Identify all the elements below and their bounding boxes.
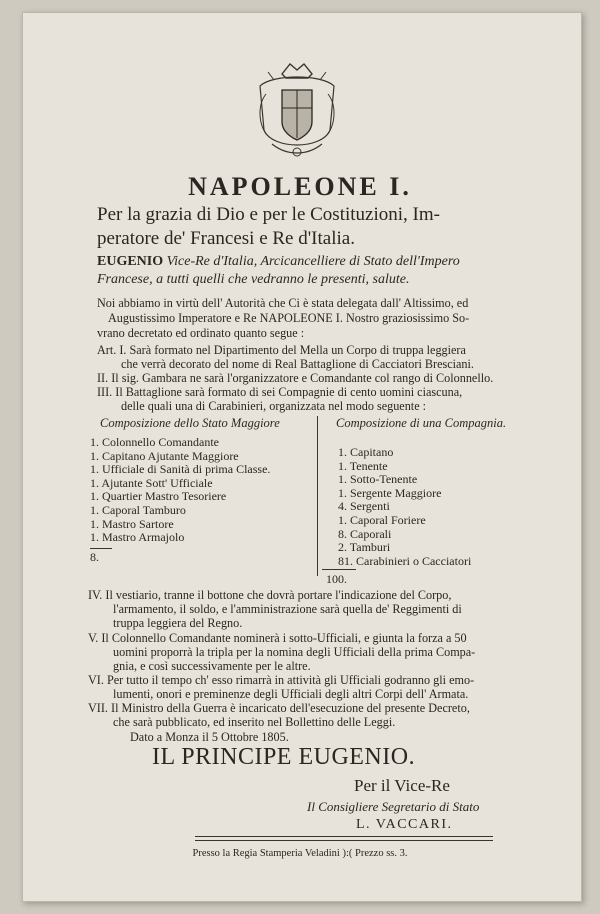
coat-of-arms-emblem: [252, 60, 342, 166]
list-item: 1. Mastro Armajolo: [90, 530, 185, 545]
address-title: Vice-Re d'Italia, Arcicancelliere di Stato dell'Impero: [166, 254, 460, 269]
staff-total: 8.: [90, 550, 99, 564]
company-total-rule: [322, 569, 356, 570]
list-item: 4. Sergenti: [338, 499, 390, 514]
list-item: 2. Tamburi: [338, 540, 391, 555]
company-list: [338, 446, 471, 568]
article-line: II. Il sig. Gambara ne sarà l'organizzatore e Comandante col rango di Colonnello.: [97, 371, 494, 385]
list-item: 1. Tenente: [338, 458, 388, 473]
article-line: gnia, e così successivamente per le altre.: [113, 659, 311, 673]
decree-title: NAPOLEONE I.: [188, 172, 412, 201]
list-item: 81. Carabinieri o Cacciatori: [338, 553, 472, 568]
article-line: che sarà pubblicato, ed inserito nel Bollettino delle Leggi.: [113, 715, 396, 729]
article-line: VII. Il Ministro della Guerra è incaricato dell'esecuzione del presente Decreto,: [88, 701, 470, 715]
article-line: III. Il Battaglione sarà formato di sei Compagnie di cento uomini ciascuna,: [97, 385, 463, 399]
list-item: 1. Sotto-Tenente: [338, 472, 418, 487]
preamble-line: Augustissimo Imperatore e Re NAPOLEONE I. Nostro graziosissimo So-: [108, 311, 470, 325]
printer-imprint: Presso la Regia Stamperia Veladini ):( Prezzo ss. 3.: [192, 848, 408, 859]
company-total: 100.: [326, 572, 347, 586]
article-line: uomini proporrà la tripla per la nomina degli Ufficiali della prima Compa-: [113, 645, 476, 659]
footer-rule: [195, 836, 493, 841]
article-line: l'armamento, il soldo, e l'amministrazione sarà quella de' Reggimenti di: [113, 602, 462, 616]
article-line: IV. Il vestiario, tranne il bottone che dovrà portare l'indicazione del Corpo,: [88, 588, 452, 602]
list-item: 1. Caporal Foriere: [338, 512, 426, 527]
list-item: 1. Ajutante Sott' Ufficiale: [90, 475, 213, 490]
staff-heading: Composizione dello Stato Maggiore: [100, 416, 280, 430]
article-line: che verrà decorato del nome di Real Battaglione di Cacciatori Bresciani.: [121, 357, 474, 371]
list-item: 8. Caporali: [338, 526, 392, 541]
list-item: 1. Ufficiale di Sanità di prima Classe.: [90, 462, 271, 477]
list-item: 1. Mastro Sartore: [90, 516, 174, 531]
article-line: V. Il Colonnello Comandante nominerà i sotto-Ufficiali, e giunta la forza a 50: [88, 631, 467, 645]
address-name: EUGENIO: [97, 254, 164, 269]
list-item: 1. Caporal Tamburo: [90, 502, 186, 517]
column-divider: [317, 416, 318, 576]
article-line: truppa leggiera del Regno.: [113, 616, 243, 630]
preamble-line: vrano decretato ed ordinato quanto segue :: [97, 326, 305, 340]
article-line: delle quali una di Carabinieri, organizzata nel modo seguente :: [121, 399, 427, 413]
staff-list: [90, 436, 270, 545]
list-item: 1. Colonnello Comandante: [90, 435, 219, 449]
company-heading: Composizione di una Compagnia.: [336, 416, 507, 430]
heading-line-1: Per la grazia di Dio e per le Costituzioni, Im-: [97, 204, 440, 225]
article-line: VI. Per tutto il tempo ch' esso rimarrà in attività gli Ufficiali godranno gli emo-: [88, 673, 475, 687]
countersign-line-2: Il Consigliere Segretario di Stato: [307, 799, 480, 814]
article-line: lumenti, onori e preminenze degli Ufficiali degli altri Corpi dell' Armata.: [113, 687, 469, 701]
list-item: 1. Quartier Mastro Tesoriere: [90, 489, 227, 504]
address-line-2: Francese, a tutti quelli che vedranno le presenti, salute.: [97, 272, 410, 287]
date-line: Dato a Monza il 5 Ottobre 1805.: [130, 730, 289, 744]
address-line-1: [97, 254, 460, 270]
list-item: 1. Capitano: [338, 445, 394, 459]
article-line: Art. I. Sarà formato nel Dipartimento del Mella un Corpo di truppa leggiera: [97, 343, 466, 357]
heading-line-2: peratore de' Francesi e Re d'Italia.: [97, 228, 355, 249]
signature-eugenio: IL PRINCIPE EUGENIO.: [152, 744, 416, 770]
staff-total-rule: [90, 548, 112, 549]
countersign-line-3: L. VACCARI.: [356, 817, 453, 832]
list-item: 1. Sergente Maggiore: [338, 485, 442, 500]
countersign-line-1: Per il Vice-Re: [354, 776, 450, 795]
list-item: 1. Capitano Ajutante Maggiore: [90, 448, 239, 463]
preamble-line: Noi abbiamo in virtù dell' Autorità che Ci è stata delegata dall' Altissimo, ed: [97, 296, 469, 310]
